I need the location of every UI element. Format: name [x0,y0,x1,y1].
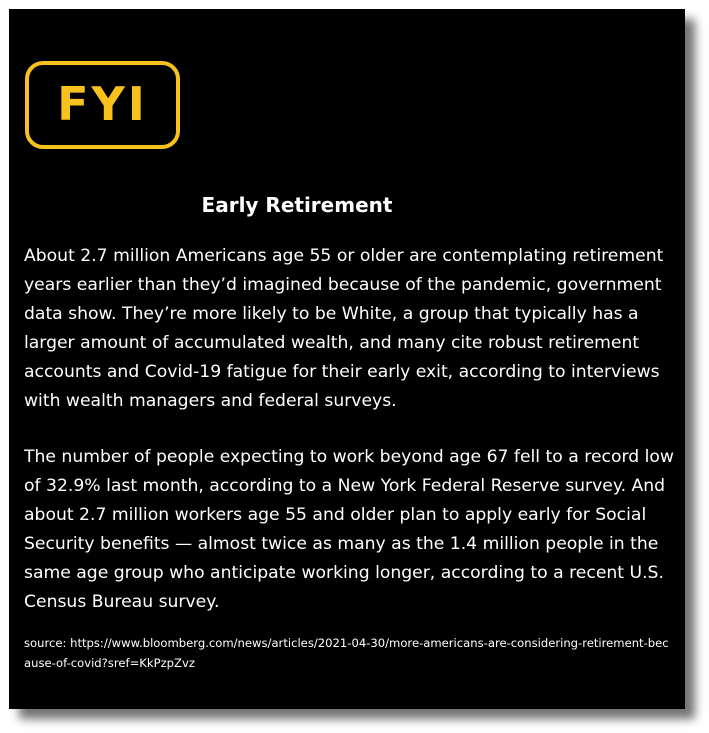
article-paragraph-1: About 2.7 million Americans age 55 or older are contemplating retirement years earlier than they’d imagined because of the pandemic, government data show. They’re more likely to be White, a group that typically has a larger amount of accumulated wealth, and many cite robust retirement accounts and Covid-19 fatigue for their early exit, according to interviews with wealth managers and federal surveys. [24,246,664,411]
fyi-logo-text: FYI [57,77,148,131]
article-title: Early Retirement [201,193,393,217]
source-citation: source: https://www.bloomberg.com/news/articles/2021-04-30/more-americans-are-considering-retirement-because-of-covid?sref=KkPzpZvz [24,636,669,670]
article-paragraph-2: The number of people expecting to work beyond age 67 fell to a record low of 32.9% last month, according to a New York Federal Reserve survey. And about 2.7 million workers age 55 and older plan to apply early for Social Security benefits — almost twice as many as the 1.4 million people in the same age group who anticipate working longer, according to a recent U.S. Census Bureau survey. [24,447,674,612]
fyi-logo [25,61,180,149]
info-card [9,9,685,709]
